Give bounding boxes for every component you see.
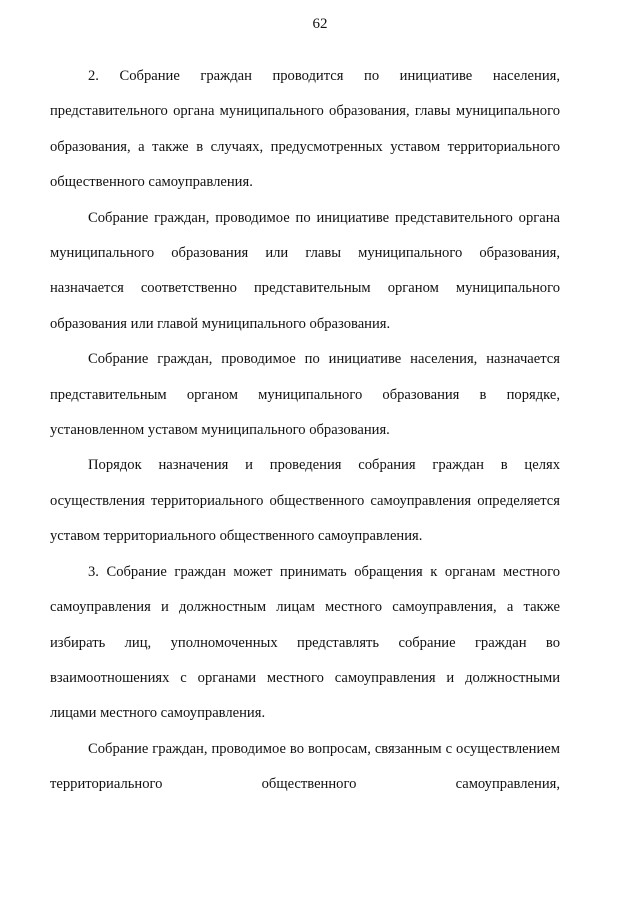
paragraph-6: Собрание граждан, проводимое во вопросам, связанным с осуществлением территориального общественного самоуправления, [50, 740, 560, 793]
document-body [50, 59, 560, 803]
paragraph-1: 2. Собрание граждан проводится по инициативе населения, представительного органа муниципального образования, главы муниципального образования, а также в случаях, предусмотренных уставом территориального общественного самоуправления. [50, 68, 560, 191]
paragraph-2: Собрание граждан, проводимое по инициативе представительного органа муниципального образования или главы муниципального образования, назначается соответственно представительным органом муниципального образования или главой муниципального образования. [50, 209, 560, 332]
page-number: 62 [312, 16, 328, 32]
paragraph-5: 3. Собрание граждан может принимать обращения к органам местного самоуправления и должностным лицам местного самоуправления, а также избирать лиц, уполномоченных представлять собрание граждан во взаимоотношениях с органами местного самоуправления и должностными лицами местного самоуправления. [50, 563, 560, 722]
paragraph-3: Собрание граждан, проводимое по инициативе населения, назначается представительным органом муниципального образования в порядке, установленном уставом муниципального образования. [50, 351, 560, 439]
paragraph-4: Порядок назначения и проведения собрания граждан в целях осуществления территориального общественного самоуправления определяется уставом территориального общественного самоуправления. [50, 457, 560, 545]
